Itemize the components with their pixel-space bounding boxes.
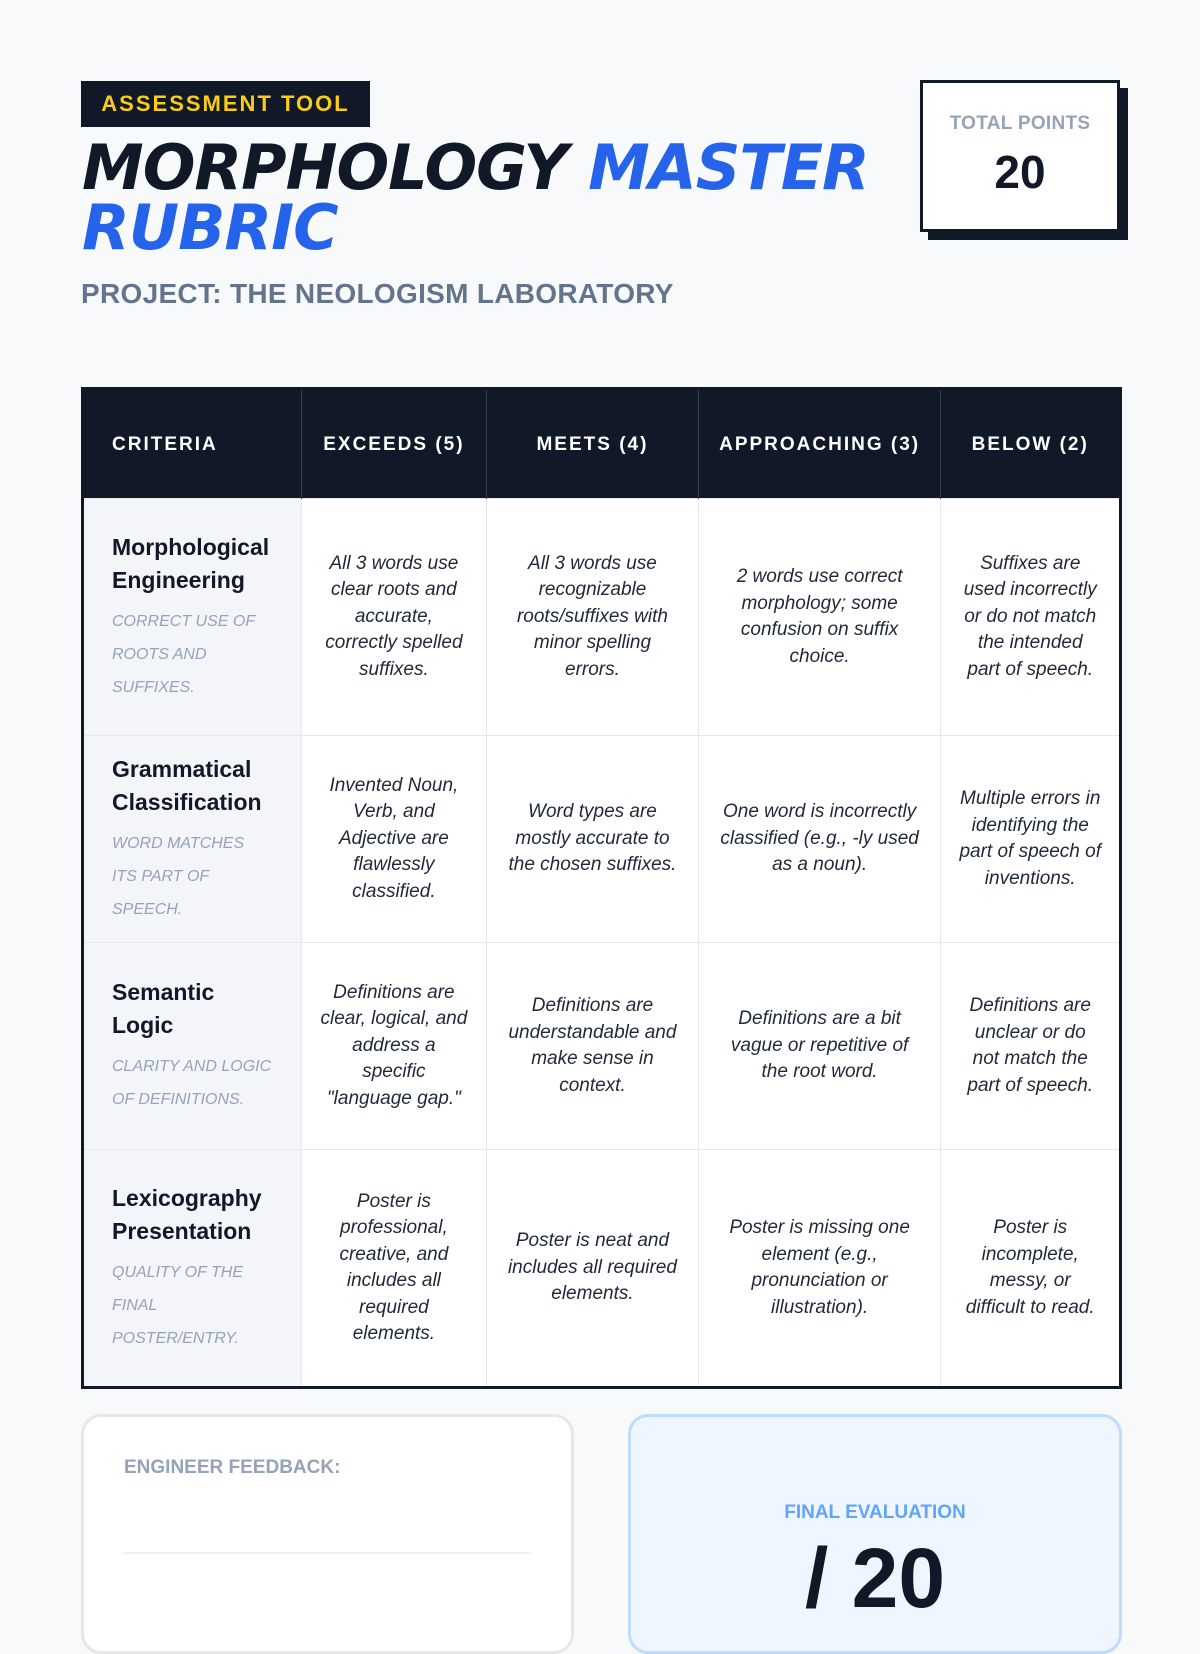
table-header-row	[83, 389, 1121, 499]
total-points-label: TOTAL POINTS	[949, 113, 1091, 134]
criteria-cell	[83, 943, 302, 1150]
final-evaluation-panel	[628, 1414, 1122, 1654]
criteria-cell	[83, 499, 302, 736]
engineer-feedback-label: ENGINEER FEEDBACK:	[124, 1457, 341, 1478]
criteria-name: Grammatical Classification	[112, 755, 262, 815]
rubric-cell-below: Definitions are unclear or do not match the part of speech.	[941, 943, 1121, 1150]
criteria-name: Morphological Engineering	[112, 533, 270, 593]
header-below: BELOW (2)	[941, 389, 1121, 499]
final-evaluation-score: / 20	[804, 1531, 946, 1625]
rubric-cell-exceeds: Invented Noun, Verb, and Adjective are flawlessly classified.	[301, 736, 487, 943]
project-subtitle: PROJECT: THE NEOLOGISM LABORATORY	[81, 278, 674, 309]
assessment-tool-badge: ASSESSMENT TOOL	[81, 81, 370, 127]
table-row	[83, 1150, 1121, 1388]
rubric-table	[81, 387, 1122, 1389]
engineer-feedback-panel	[81, 1414, 574, 1654]
rubric-cell-meets: Word types are mostly accurate to the chosen suffixes.	[487, 736, 699, 943]
rubric-cell-exceeds: Poster is professional, creative, and includes all required elements.	[301, 1150, 487, 1388]
criteria-description: WORD MATCHES ITS PART OF SPEECH.	[112, 834, 245, 918]
header-meets: MEETS (4)	[487, 389, 699, 499]
rubric-cell-below: Poster is incomplete, messy, or difficult to read.	[941, 1150, 1121, 1388]
final-evaluation-label: FINAL EVALUATION	[784, 1502, 966, 1523]
table-row	[83, 499, 1121, 736]
rubric-cell-below: Multiple errors in identifying the part of speech of inventions.	[941, 736, 1121, 943]
rubric-cell-approaching: Poster is missing one element (e.g., pronunciation or illustration).	[698, 1150, 941, 1388]
rubric-cell-approaching: Definitions are a bit vague or repetitive of the root word.	[698, 943, 941, 1150]
rubric-cell-meets: All 3 words use recognizable roots/suffixes with minor spelling errors.	[487, 499, 699, 736]
page-title	[82, 131, 872, 264]
rubric-cell-exceeds: Definitions are clear, logical, and address a specific "language gap."	[301, 943, 487, 1150]
table-row	[83, 736, 1121, 943]
rubric-cell-meets: Poster is neat and includes all required elements.	[487, 1150, 699, 1388]
criteria-cell	[83, 1150, 302, 1388]
criteria-cell	[83, 736, 302, 943]
rubric-cell-exceeds: All 3 words use clear roots and accurate, correctly spelled suffixes.	[301, 499, 487, 736]
header-criteria: CRITERIA	[83, 389, 302, 499]
table-row	[83, 943, 1121, 1150]
rubric-cell-approaching: 2 words use correct morphology; some confusion on suffix choice.	[698, 499, 941, 736]
total-points-value: 20	[994, 146, 1046, 198]
rubric-cell-approaching: One word is incorrectly classified (e.g., -ly used as a noun).	[698, 736, 941, 943]
header-approaching: APPROACHING (3)	[698, 389, 941, 499]
criteria-name: Semantic Logic	[112, 979, 215, 1038]
criteria-description: CLARITY AND LOGIC OF DEFINITIONS.	[112, 1058, 272, 1108]
header-exceeds: EXCEEDS (5)	[301, 389, 487, 499]
title-accent: MASTER RUBRIC	[82, 131, 869, 264]
criteria-description: CORRECT USE OF ROOTS AND SUFFIXES.	[112, 612, 255, 696]
rubric-cell-below: Suffixes are used incorrectly or do not match the intended part of speech.	[941, 499, 1121, 736]
feedback-writing-line	[124, 1552, 531, 1554]
rubric-cell-meets: Definitions are understandable and make sense in context.	[487, 943, 699, 1150]
criteria-name: Lexicography Presentation	[112, 1184, 262, 1244]
title-main: MORPHOLOGY	[82, 131, 568, 204]
total-points-box	[920, 80, 1120, 232]
criteria-description: QUALITY OF THE FINAL POSTER/ENTRY.	[112, 1263, 243, 1347]
